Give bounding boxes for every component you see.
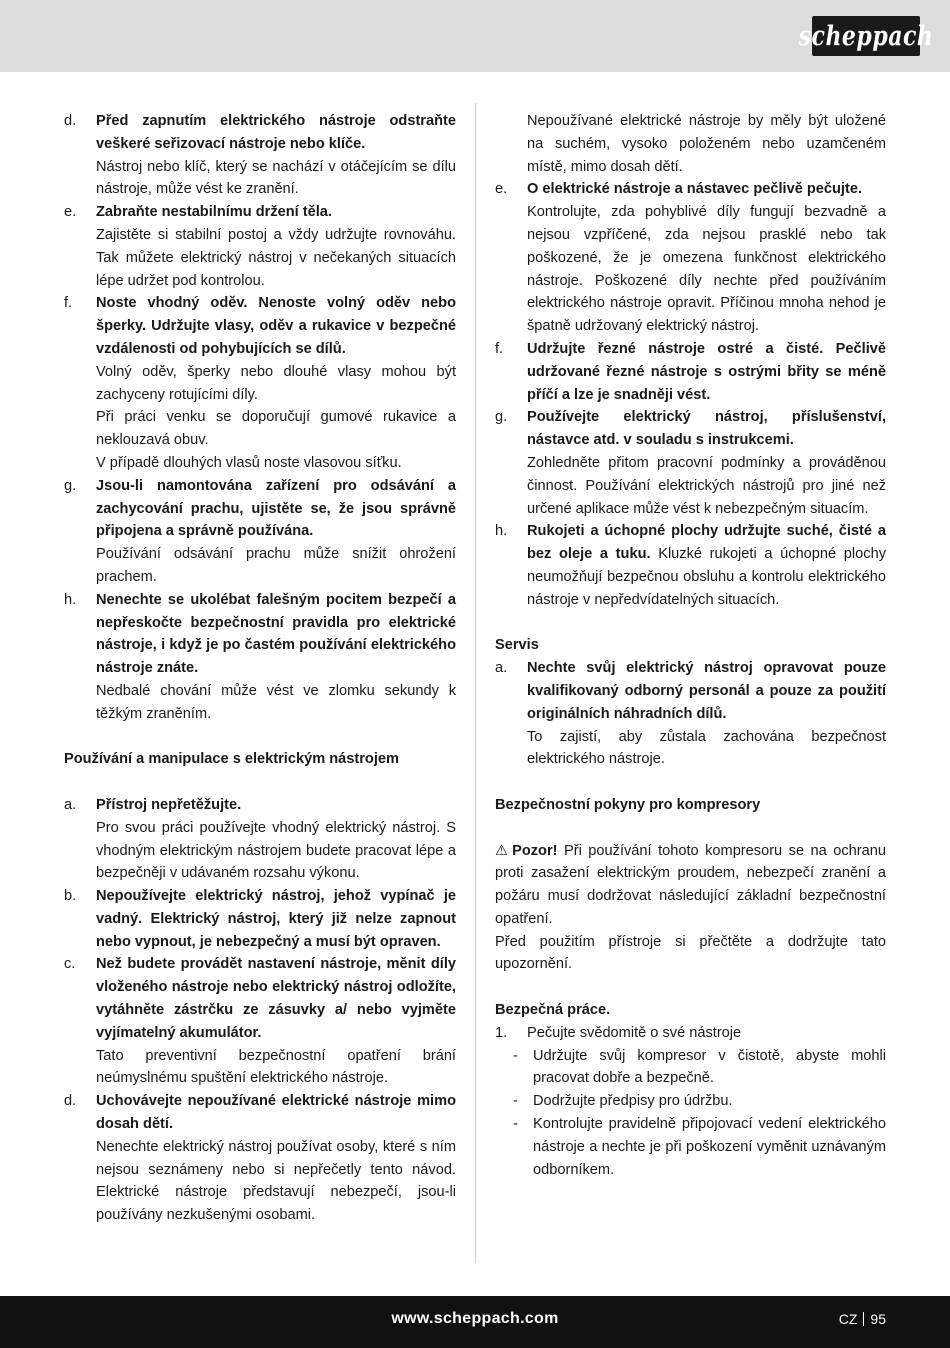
item-text: Při práci venku se doporučují gumové rukavice a neklouzavá obuv. [96,409,456,449]
item-label: e. [495,181,508,198]
item-text: Používání odsávání prachu může snížit ohrožení prachem. [96,546,456,585]
item-label: f. [64,295,73,312]
item-text: Nedbalé chování může vést ve zlomku sekundy k těžkým zraněním. [96,682,456,722]
dash-bullet: - [513,1093,518,1110]
dash-item-text: Kontrolujte pravidelně připojovací vedení elektrického nástroje a nechte je při poškození vyměnit uznávaným odborníkem. [533,1116,886,1178]
list-item-d2 [64,1090,456,1227]
item-label: a. [495,660,508,677]
dash-item [495,1113,886,1181]
language-code: CZ [838,1311,858,1327]
item-bold-text: Rukojeti a úchopné plochy udržujte suché, čisté a bez oleje a tuku. [527,523,886,563]
list-item-e [64,201,456,292]
dash-bullet: - [513,1116,518,1133]
list-item-a3 [495,657,886,771]
item-label: d. [64,1093,77,1110]
safe-work-heading: Bezpečná práce. [495,1002,611,1019]
item-text: Pečujte svědomitě o své nástroje [527,1024,742,1041]
header-bar [0,0,950,72]
item-text: Tato preventivní bezpečnostní opatření brání neúmyslnému spuštění elektrického nástroje. [96,1047,456,1087]
section-heading: Používání a manipulace s elektrickým nástrojem [64,751,399,768]
item-label: g. [64,477,77,494]
dash-item-text: Dodržujte předpisy pro údržbu. [533,1093,733,1110]
item-label: e. [64,204,77,221]
dash-item [495,1045,886,1091]
dash-bullet: - [513,1047,518,1064]
footer-url: www.scheppach.com [391,1310,559,1327]
item-text: V případě dlouhých vlasů noste vlasovou síťku. [96,454,402,471]
compressor-heading: Bezpečnostní pokyny pro kompresory [495,796,761,813]
numbered-item-1 [495,1022,886,1045]
item-bold-text: Přístroj nepřetěžujte. [96,796,242,813]
dash-item [495,1090,886,1113]
list-item-g [64,475,456,589]
item-bold-text: Nenechte se ukolébat falešným pocitem bezpečí a nepřeskočte bezpečnostní pravidla pro elektrické nástroje, i když je po častém používání elektrického nástroje znáte. [96,591,456,677]
warning-text: Při používání tohoto kompresoru se na ochranu proti zasažení elektrickým proudem, nebezpečí zranění a požáru musí dodržovat následující základní bezpečnostní opatření. [495,842,886,927]
item-label: c. [64,956,76,973]
list-item-c [64,953,456,1090]
item-paragraph [527,520,886,611]
logo-text: scheppach [798,19,934,53]
page-indicator [839,1296,886,1342]
footer-separator [863,1312,864,1326]
list-item-h2 [495,520,886,611]
right-column [495,110,886,1181]
warning-text-2: Před použitím přístroje si přečtěte a dodržujte tato upozornění. [495,933,886,973]
item-bold-text: Nechte svůj elektrický nástroj opravovat pouze kvalifikovaný odborný personál a pouze za použití originálních náhradních dílů. [527,660,886,722]
item-label: g. [495,409,508,426]
item-bold-text: Uchovávejte nepoužívané elektrické nástroje mimo dosah dětí. [96,1093,456,1133]
item-text: Nepoužívané elektrické nástroje by měly být uložené na suchém, vysoko položeném nebo uzamčeném místě, mimo dosah dětí. [527,113,886,175]
footer-bar [0,1296,950,1348]
item-label: a. [64,796,77,813]
list-item-a [64,794,456,885]
item-text: Pro svou práci používejte vhodný elektrický nástroj. S vhodným elektrickým nástrojem budete pracovat lépe a bezpečněji v udávaném rozsahu výkonu. [96,819,456,882]
warning-icon: ⚠ [495,842,509,859]
item-text: Zohledněte přitom pracovní podmínky a prováděnou činnost. Používání elektrických nástrojů pro jiné než určené aplikace může vést k nebezpečným situacím. [527,454,886,517]
item-text: Zajistěte si stabilní postoj a vždy udržujte rovnováhu. Tak můžete elektrický nástroj v nečekaných situacích lépe udržet pod kontrolou. [96,226,456,289]
list-item-f2 [495,338,886,406]
column-divider [475,103,476,1263]
item-bold-text: Udržujte řezné nástroje ostré a čisté. Pečlivě udržované řezné nástroje s ostrými břity se méně příčí a lze je snadněji vést. [527,340,886,403]
warning-label: Pozor! [512,842,558,859]
list-item-h [64,589,456,726]
list-item-g2 [495,406,886,520]
servis-heading: Servis [495,637,539,654]
left-column [64,110,456,1227]
item-bold-text: Zabraňte nestabilnímu držení těla. [96,204,332,221]
item-label: d. [64,113,77,129]
item-bold-text: Než budete provádět nastavení nástroje, měnit díly vloženého nástroje nebo elektrický nástroj odložíte, vytáhněte zástrčku ze zásuvky a/ nebo vyjměte vyjímatelný akumulátor. [96,956,456,1041]
item-bold-text: Používejte elektrický nástroj, příslušenství, nástavce atd. v souladu s instrukcemi. [527,409,886,449]
item-text: Kontrolujte, zda pohyblivé díly fungují bezvadně a nejsou vzpříčené, zda nejsou prasklé nebo tak poškozené, že je omezena funkčnost elektrického nástroje. Poškozené díly nechte před používáním elektrického nástroje opravit. Příčinou mnoha nehod je špatně udržovaný elektrický nástroj. [527,204,886,335]
item-bold-text: Noste vhodný oděv. Nenoste volný oděv nebo šperky. Udržujte vlasy, oděv a rukavice v bezpečné vzdálenosti od pohybujících se dílů. [96,295,456,357]
warning-paragraph [495,840,886,931]
brand-logo [798,16,934,56]
list-item-f [64,292,456,474]
item-text: Kluzké rukojeti a úchopné plochy neumožňují bezpečnou obsluhu a kontrolu elektrického nástroje v nepředvídatelných situacích. [527,546,886,608]
list-item-d [64,110,456,201]
item-label: h. [64,591,77,608]
item-text: Nástroj nebo klíč, který se nachází v otáčejícím se dílu nástroje, může vést ke zranění. [96,158,456,198]
page-number: 95 [870,1311,886,1327]
item-bold-text: O elektrické nástroje a nástavec pečlivě pečujte. [527,181,863,198]
item-bold-text: Před zapnutím elektrického nástroje odstraňte veškeré seřizovací nástroje nebo klíče. [96,113,456,152]
dash-item-text: Udržujte svůj kompresor v čistotě, abyste mohli pracovat dobře a bezpečně. [533,1047,886,1087]
item-text: Nenechte elektrický nástroj používat osoby, které s ním nejsou seznámeny nebo si nepřečetly tento návod. Elektrické nástroje představují nebezpečí, jsou-li používány nezkušenými osobami. [96,1138,456,1224]
item-bold-text: Jsou-li namontována zařízení pro odsávání a zachycování prachu, ujistěte se, že jsou správně připojena a správně používána. [96,477,456,540]
item-text: To zajistí, aby zůstala zachována bezpečnost elektrického nástroje. [527,728,886,768]
item-label: b. [64,888,77,905]
item-bold-text: Nepoužívejte elektrický nástroj, jehož vypínač je vadný. Elektrický nástroj, který již nelze zapnout nebo vypnout, je nebezpečný a musí být opraven. [96,888,456,950]
list-item-continuation [495,110,886,178]
item-text: Volný oděv, šperky nebo dlouhé vlasy mohou být zachyceny rotujícími díly. [96,363,456,403]
item-label: 1. [495,1024,508,1041]
list-item-e2 [495,178,886,338]
item-label: f. [495,340,504,357]
list-item-b [64,885,456,953]
item-label: h. [495,523,508,540]
